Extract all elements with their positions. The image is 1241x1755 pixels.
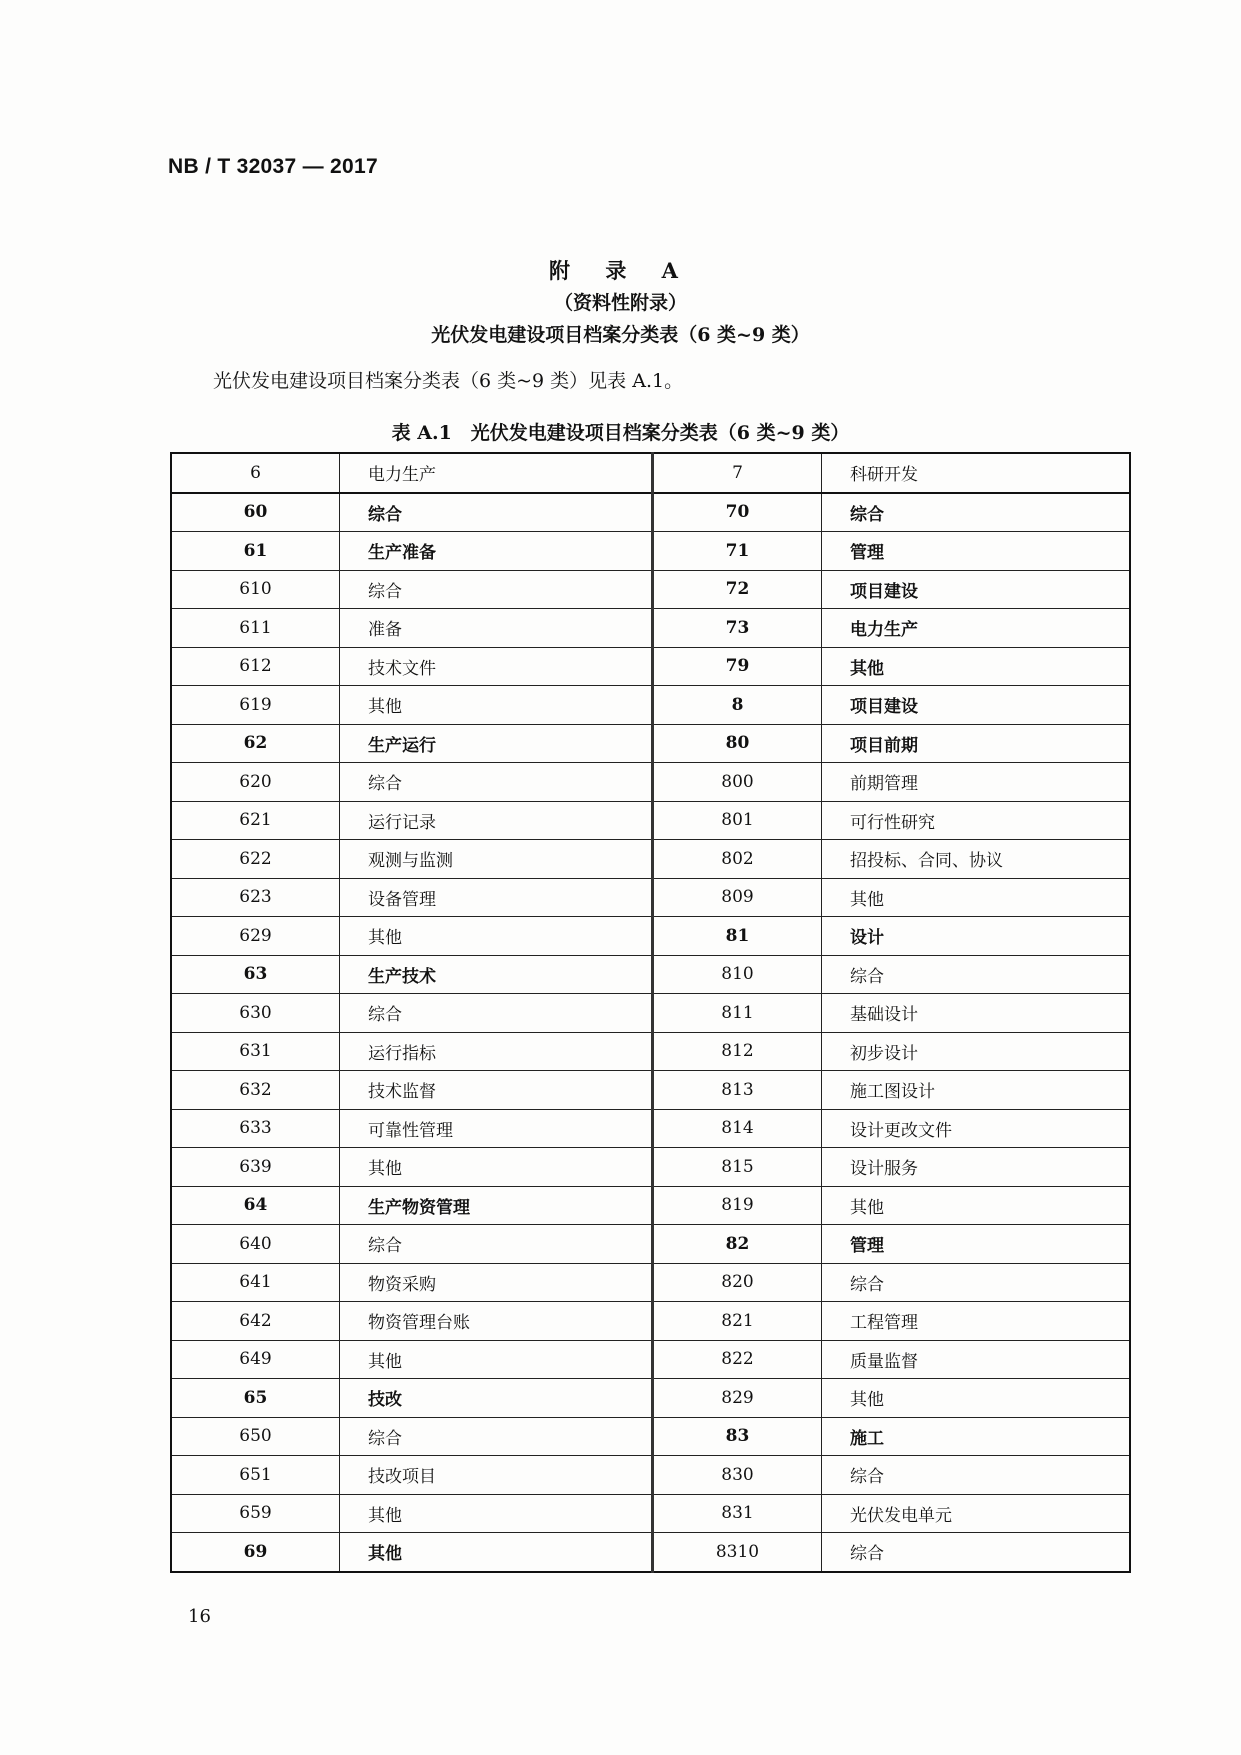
appendix-title: 附 录 A (549, 258, 692, 283)
right-code-cell: 830 (653, 1456, 822, 1495)
table-row (171, 686, 1130, 725)
right-code-cell: 811 (653, 994, 822, 1033)
right-name-cell: 其他 (822, 1186, 1131, 1225)
left-name-cell: 其他 (340, 686, 653, 725)
right-code-cell: 8310 (653, 1533, 822, 1572)
right-name-cell: 项目前期 (822, 724, 1131, 763)
right-name-cell: 其他 (822, 647, 1131, 686)
left-code-cell: 619 (171, 686, 340, 725)
table-row (171, 1456, 1130, 1495)
left-name-cell: 综合 (340, 763, 653, 802)
right-code-cell: 80 (653, 724, 822, 763)
right-code-cell: 800 (653, 763, 822, 802)
right-name-cell: 综合 (822, 955, 1131, 994)
left-code-cell: 632 (171, 1071, 340, 1110)
left-code-cell: 659 (171, 1494, 340, 1533)
left-name-cell: 物资采购 (340, 1263, 653, 1302)
table-caption: 表 A.1 光伏发电建设项目档案分类表（6 类~9 类） (391, 422, 850, 444)
right-code-cell: 802 (653, 840, 822, 879)
left-code-cell: 641 (171, 1263, 340, 1302)
right-code-cell: 829 (653, 1379, 822, 1418)
right-code-cell: 8 (653, 686, 822, 725)
table-row (171, 1379, 1130, 1418)
table-row (171, 840, 1130, 879)
table-row (171, 647, 1130, 686)
table-row (171, 1109, 1130, 1148)
right-code-cell: 821 (653, 1302, 822, 1341)
left-code-cell: 69 (171, 1533, 340, 1572)
table-row (171, 1302, 1130, 1341)
table-row (171, 1032, 1130, 1071)
classification-table-body (171, 453, 1130, 1572)
right-name-cell: 可行性研究 (822, 801, 1131, 840)
intro-text: 光伏发电建设项目档案分类表（6 类~9 类）见表 A.1。 (213, 370, 684, 392)
appendix-name: 光伏发电建设项目档案分类表（6 类~9 类） (431, 324, 810, 346)
left-name-cell: 生产物资管理 (340, 1186, 653, 1225)
right-code-cell: 819 (653, 1186, 822, 1225)
table-row (171, 878, 1130, 917)
left-name-cell: 技术监督 (340, 1071, 653, 1110)
left-name-cell: 其他 (340, 1533, 653, 1572)
left-name-cell: 电力生产 (340, 453, 653, 493)
left-name-cell: 其他 (340, 1494, 653, 1533)
table-row (171, 1225, 1130, 1264)
left-code-cell: 611 (171, 609, 340, 648)
right-code-cell: 83 (653, 1417, 822, 1456)
table-row (171, 1494, 1130, 1533)
right-name-cell: 质量监督 (822, 1340, 1131, 1379)
table-row (171, 1071, 1130, 1110)
right-code-cell: 810 (653, 955, 822, 994)
left-name-cell: 其他 (340, 917, 653, 956)
table-row (171, 609, 1130, 648)
left-name-cell: 生产准备 (340, 532, 653, 571)
table-row (171, 570, 1130, 609)
standard-code: NB / T 32037 — 2017 (168, 155, 378, 178)
left-name-cell: 设备管理 (340, 878, 653, 917)
right-code-cell: 73 (653, 609, 822, 648)
right-name-cell: 其他 (822, 1379, 1131, 1418)
table-row (171, 1186, 1130, 1225)
table-row (171, 532, 1130, 571)
right-name-cell: 项目建设 (822, 686, 1131, 725)
table-row (171, 493, 1130, 532)
table-row (171, 917, 1130, 956)
left-name-cell: 技改 (340, 1379, 653, 1418)
table-row (171, 724, 1130, 763)
left-code-cell: 620 (171, 763, 340, 802)
left-code-cell: 63 (171, 955, 340, 994)
right-name-cell: 综合 (822, 1456, 1131, 1495)
left-name-cell: 观测与监测 (340, 840, 653, 879)
left-name-cell: 其他 (340, 1340, 653, 1379)
right-name-cell: 电力生产 (822, 609, 1131, 648)
right-name-cell: 基础设计 (822, 994, 1131, 1033)
table-row (171, 763, 1130, 802)
left-code-cell: 629 (171, 917, 340, 956)
left-name-cell: 运行记录 (340, 801, 653, 840)
right-code-cell: 809 (653, 878, 822, 917)
left-code-cell: 61 (171, 532, 340, 571)
right-name-cell: 管理 (822, 532, 1131, 571)
left-code-cell: 639 (171, 1148, 340, 1187)
left-name-cell: 综合 (340, 570, 653, 609)
left-code-cell: 612 (171, 647, 340, 686)
left-code-cell: 60 (171, 493, 340, 532)
right-code-cell: 801 (653, 801, 822, 840)
table-row (171, 1417, 1130, 1456)
right-name-cell: 工程管理 (822, 1302, 1131, 1341)
right-name-cell: 综合 (822, 1263, 1131, 1302)
left-name-cell: 生产技术 (340, 955, 653, 994)
right-code-cell: 812 (653, 1032, 822, 1071)
classification-table (170, 452, 1131, 1573)
left-code-cell: 623 (171, 878, 340, 917)
table-row (171, 955, 1130, 994)
right-name-cell: 施工图设计 (822, 1071, 1131, 1110)
left-name-cell: 综合 (340, 493, 653, 532)
right-code-cell: 70 (653, 493, 822, 532)
left-name-cell: 综合 (340, 994, 653, 1033)
left-code-cell: 631 (171, 1032, 340, 1071)
left-name-cell: 其他 (340, 1148, 653, 1187)
right-name-cell: 招投标、合同、协议 (822, 840, 1131, 879)
right-code-cell: 81 (653, 917, 822, 956)
right-name-cell: 科研开发 (822, 453, 1131, 493)
right-code-cell: 71 (653, 532, 822, 571)
left-code-cell: 650 (171, 1417, 340, 1456)
left-name-cell: 准备 (340, 609, 653, 648)
appendix-subtitle: （资料性附录） (553, 292, 687, 314)
right-code-cell: 813 (653, 1071, 822, 1110)
right-code-cell: 831 (653, 1494, 822, 1533)
left-name-cell: 可靠性管理 (340, 1109, 653, 1148)
right-name-cell: 项目建设 (822, 570, 1131, 609)
left-name-cell: 运行指标 (340, 1032, 653, 1071)
table-row (171, 1148, 1130, 1187)
right-code-cell: 7 (653, 453, 822, 493)
right-code-cell: 814 (653, 1109, 822, 1148)
right-code-cell: 822 (653, 1340, 822, 1379)
left-code-cell: 65 (171, 1379, 340, 1418)
right-name-cell: 光伏发电单元 (822, 1494, 1131, 1533)
left-name-cell: 技改项目 (340, 1456, 653, 1495)
right-name-cell: 初步设计 (822, 1032, 1131, 1071)
left-code-cell: 649 (171, 1340, 340, 1379)
right-code-cell: 815 (653, 1148, 822, 1187)
left-code-cell: 610 (171, 570, 340, 609)
right-name-cell: 设计服务 (822, 1148, 1131, 1187)
left-code-cell: 6 (171, 453, 340, 493)
table-row (171, 1533, 1130, 1572)
left-code-cell: 640 (171, 1225, 340, 1264)
right-name-cell: 设计更改文件 (822, 1109, 1131, 1148)
right-code-cell: 820 (653, 1263, 822, 1302)
left-name-cell: 物资管理台账 (340, 1302, 653, 1341)
left-code-cell: 622 (171, 840, 340, 879)
right-code-cell: 72 (653, 570, 822, 609)
right-name-cell: 前期管理 (822, 763, 1131, 802)
left-name-cell: 综合 (340, 1417, 653, 1456)
right-name-cell: 其他 (822, 878, 1131, 917)
left-code-cell: 633 (171, 1109, 340, 1148)
left-name-cell: 技术文件 (340, 647, 653, 686)
left-code-cell: 621 (171, 801, 340, 840)
right-name-cell: 综合 (822, 1533, 1131, 1572)
left-code-cell: 651 (171, 1456, 340, 1495)
table-row (171, 453, 1130, 493)
left-code-cell: 64 (171, 1186, 340, 1225)
right-name-cell: 管理 (822, 1225, 1131, 1264)
left-name-cell: 综合 (340, 1225, 653, 1264)
table-row (171, 1263, 1130, 1302)
table-row (171, 1340, 1130, 1379)
left-code-cell: 642 (171, 1302, 340, 1341)
right-name-cell: 施工 (822, 1417, 1131, 1456)
table-row (171, 994, 1130, 1033)
left-code-cell: 630 (171, 994, 340, 1033)
right-code-cell: 82 (653, 1225, 822, 1264)
right-name-cell: 综合 (822, 493, 1131, 532)
right-name-cell: 设计 (822, 917, 1131, 956)
right-code-cell: 79 (653, 647, 822, 686)
left-name-cell: 生产运行 (340, 724, 653, 763)
left-code-cell: 62 (171, 724, 340, 763)
table-row (171, 801, 1130, 840)
page-number: 16 (188, 1606, 211, 1627)
